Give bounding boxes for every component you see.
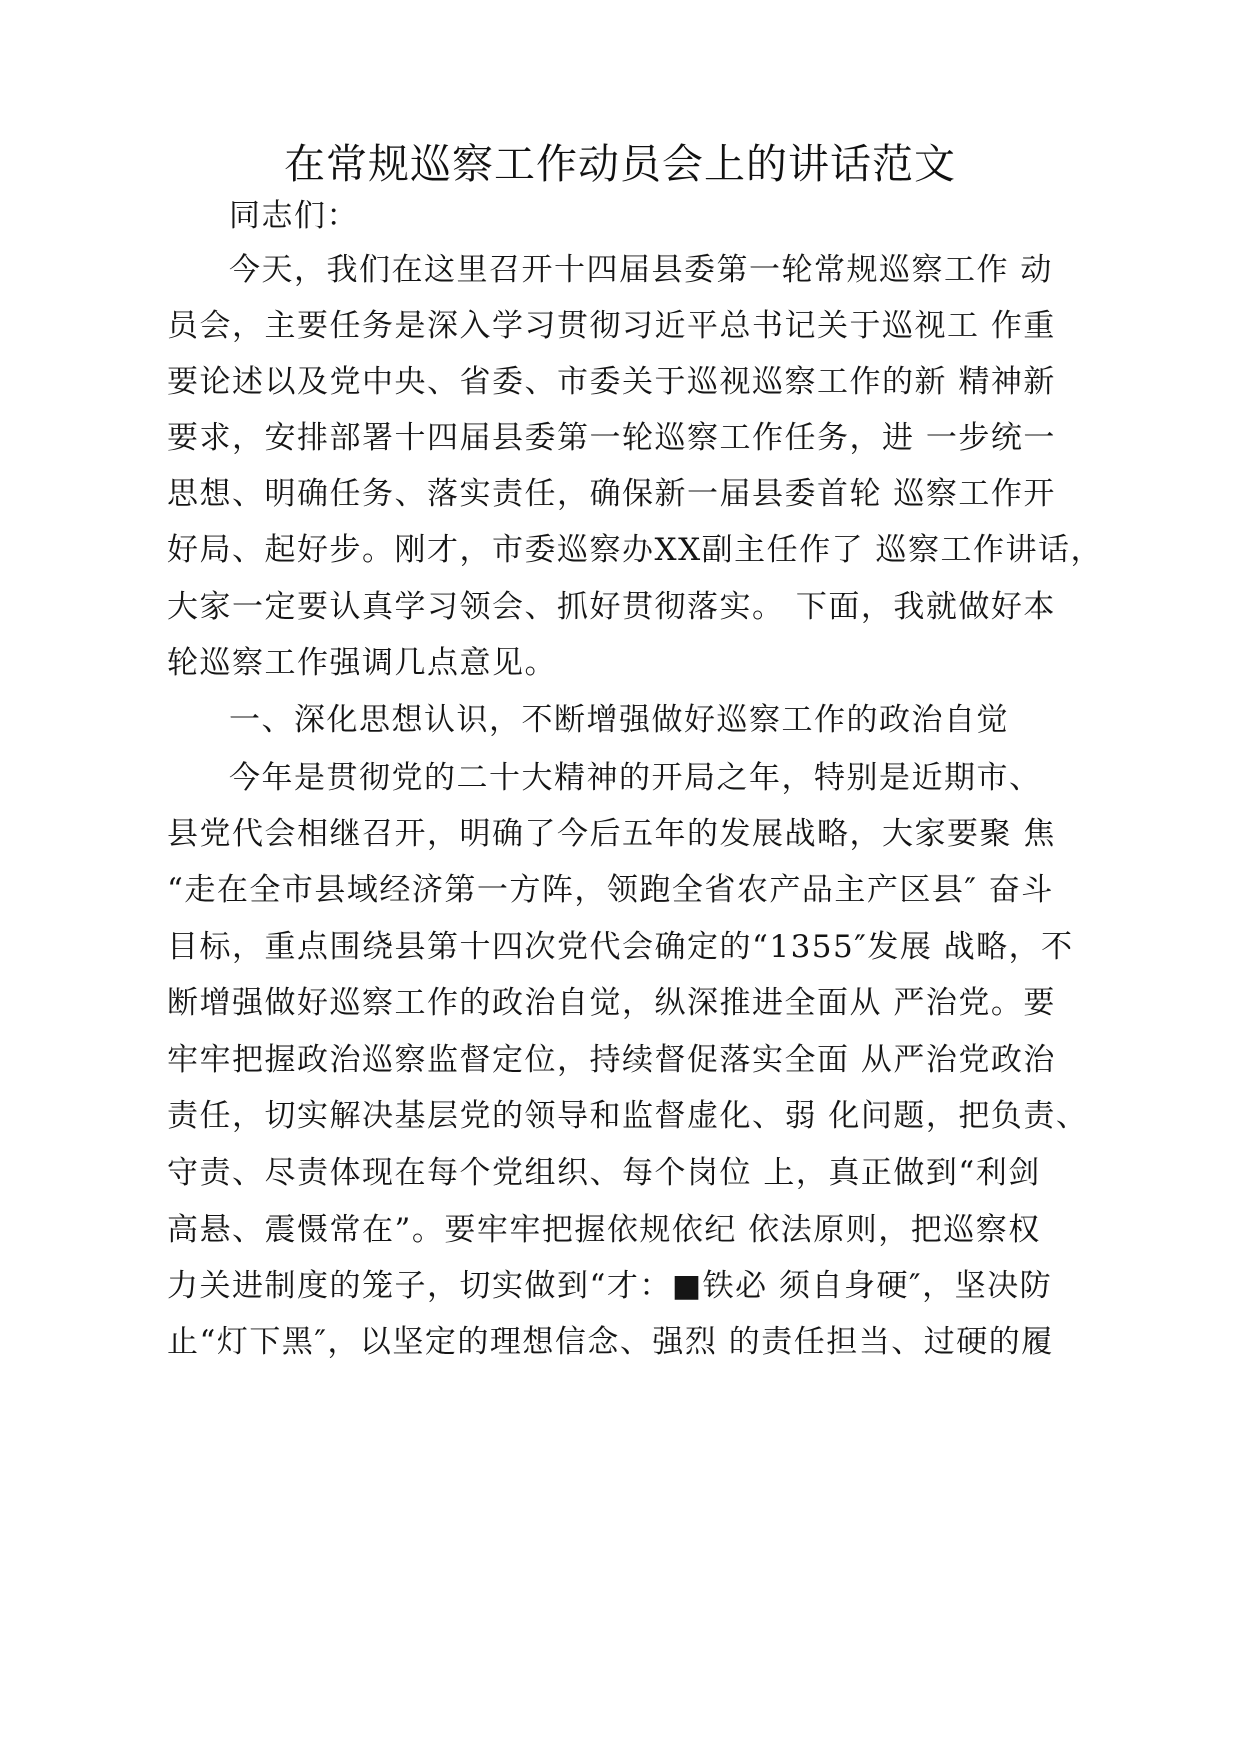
paragraph-line: 要求，安排部署十四届县委第一轮巡察工作任务，进 一步统一 bbox=[167, 420, 1056, 456]
section-heading: 一、深化思想认识，不断增强做好巡察工作的政治自觉 bbox=[229, 702, 1009, 738]
paragraph-line: 今年是贯彻党的二十大精神的开局之年，特别是近期市、 bbox=[229, 760, 1042, 796]
paragraph-line: 牢牢把握政治巡察监督定位，持续督促落实全面 从严治党政治 bbox=[167, 1042, 1056, 1078]
paragraph-line: 止“灯下黑″，以坚定的理想信念、强烈 的责任担当、过硬的履 bbox=[167, 1324, 1054, 1360]
paragraph-line: 要论述以及党中央、省委、市委关于巡视巡察工作的新 精神新 bbox=[167, 364, 1056, 400]
paragraph-line: 同志们： bbox=[229, 198, 359, 234]
paragraph-line: 县党代会相继召开，明确了今后五年的发展战略，大家要聚 焦 bbox=[167, 816, 1056, 852]
paragraph-line: 力关进制度的笼子，切实做到“才：■铁必 须自身硬″，坚决防 bbox=[167, 1268, 1053, 1304]
paragraph-line: “走在全市县域经济第一方阵，领跑全省农产品主产区县″ 奋斗 bbox=[167, 872, 1054, 908]
paragraph-line: 责任，切实解决基层党的领导和监督虚化、弱 化问题，把负责、 bbox=[167, 1098, 1089, 1134]
paragraph-line: 今天，我们在这里召开十四届县委第一轮常规巡察工作 动 bbox=[229, 252, 1053, 288]
document-title: 在常规巡察工作动员会上的讲话范文 bbox=[284, 140, 956, 188]
paragraph-line: 好局、起好步。刚才，市委巡察办XX副主任作了 巡察工作讲话， bbox=[167, 532, 1103, 568]
paragraph-line: 思想、明确任务、落实责任，确保新一届县委首轮 巡察工作开 bbox=[167, 476, 1056, 512]
paragraph-line: 目标，重点围绕县第十四次党代会确定的“1355″发展 战略，不 bbox=[167, 929, 1074, 965]
paragraph-line: 断增强做好巡察工作的政治自觉，纵深推进全面从 严治党。要 bbox=[167, 985, 1056, 1021]
paragraph-line: 大家一定要认真学习领会、抓好贯彻落实。 下面，我就做好本 bbox=[167, 589, 1056, 625]
paragraph-line: 员会，主要任务是深入学习贯彻习近平总书记关于巡视工 作重 bbox=[167, 308, 1056, 344]
paragraph-line: 高悬、震慑常在”。要牢牢把握依规依纪 依法原则，把巡察权 bbox=[167, 1212, 1041, 1248]
paragraph-line: 轮巡察工作强调几点意见。 bbox=[167, 645, 557, 681]
paragraph-line: 守责、尽责体现在每个党组织、每个岗位 上，真正做到“利剑 bbox=[167, 1155, 1041, 1191]
